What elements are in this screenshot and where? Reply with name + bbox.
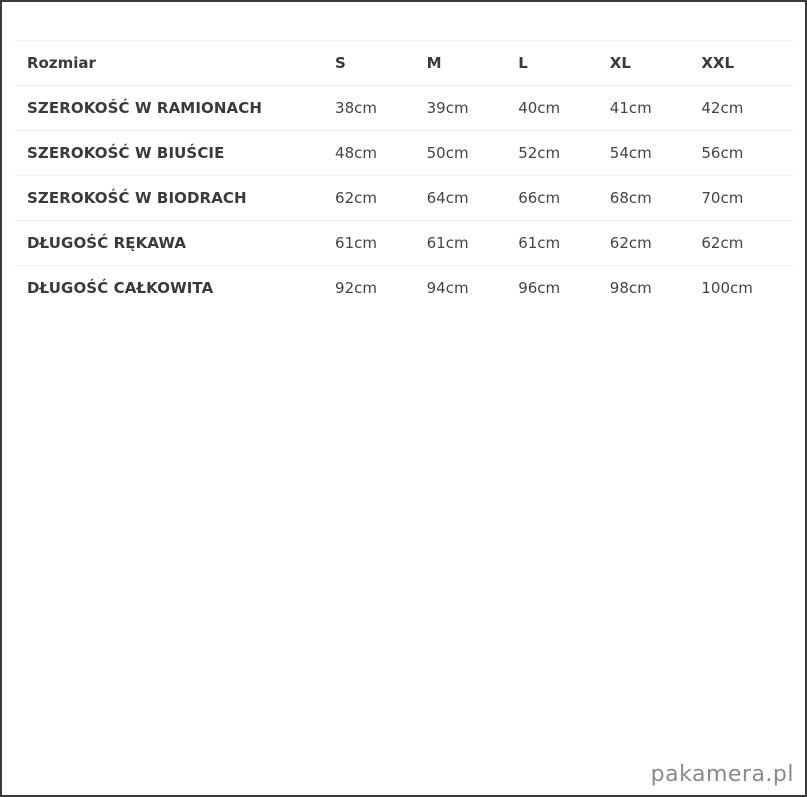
row-label: SZEROKOŚĆ W BIUŚCIE: [27, 144, 225, 162]
size-table: [15, 40, 793, 311]
table-cell: 41cm: [609, 99, 652, 117]
header-size-xl: XL: [609, 54, 631, 72]
table-row: [15, 86, 793, 131]
table-cell: 62cm: [609, 234, 652, 252]
table-row: [15, 131, 793, 176]
table-cell: 61cm: [335, 234, 377, 252]
table-cell: 40cm: [518, 99, 561, 117]
table-cell: 39cm: [426, 99, 469, 117]
row-label: DŁUGOŚĆ CAŁKOWITA: [27, 279, 214, 298]
table-cell: 62cm: [335, 189, 377, 207]
table-cell: 100cm: [701, 279, 753, 298]
pakamera-watermark: pakamera.pl: [650, 762, 794, 787]
table-cell: 52cm: [518, 144, 561, 162]
table-cell: 92cm: [335, 279, 377, 298]
table-cell: 56cm: [701, 144, 744, 162]
table-cell: 96cm: [518, 279, 561, 298]
header-size-m: M: [426, 54, 442, 72]
table-cell: 61cm: [426, 234, 469, 252]
row-label: DŁUGOŚĆ RĘKAWA: [27, 234, 187, 252]
table-cell: 68cm: [609, 189, 652, 207]
row-label: SZEROKOŚĆ W BIODRACH: [27, 189, 247, 207]
table-cell: 61cm: [518, 234, 561, 252]
row-label: SZEROKOŚĆ W RAMIONACH: [27, 99, 262, 117]
table-header-row: [15, 41, 793, 86]
table-cell: 62cm: [701, 234, 744, 252]
table-cell: 70cm: [701, 189, 744, 207]
table-cell: 94cm: [426, 279, 469, 298]
header-label: Rozmiar: [27, 54, 96, 72]
table-cell: 54cm: [609, 144, 652, 162]
table-row: [15, 221, 793, 266]
header-size-xxl: XXL: [701, 54, 735, 72]
table-cell: 64cm: [426, 189, 469, 207]
header-size-s: S: [335, 54, 346, 72]
table-row: [15, 266, 793, 311]
table-cell: 42cm: [701, 99, 744, 117]
header-size-l: L: [518, 54, 528, 72]
table-cell: 50cm: [426, 144, 469, 162]
table-cell: 98cm: [609, 279, 652, 298]
table-row: [15, 176, 793, 221]
table-cell: 38cm: [335, 99, 377, 117]
table-cell: 48cm: [335, 144, 377, 162]
table-cell: 66cm: [518, 189, 561, 207]
